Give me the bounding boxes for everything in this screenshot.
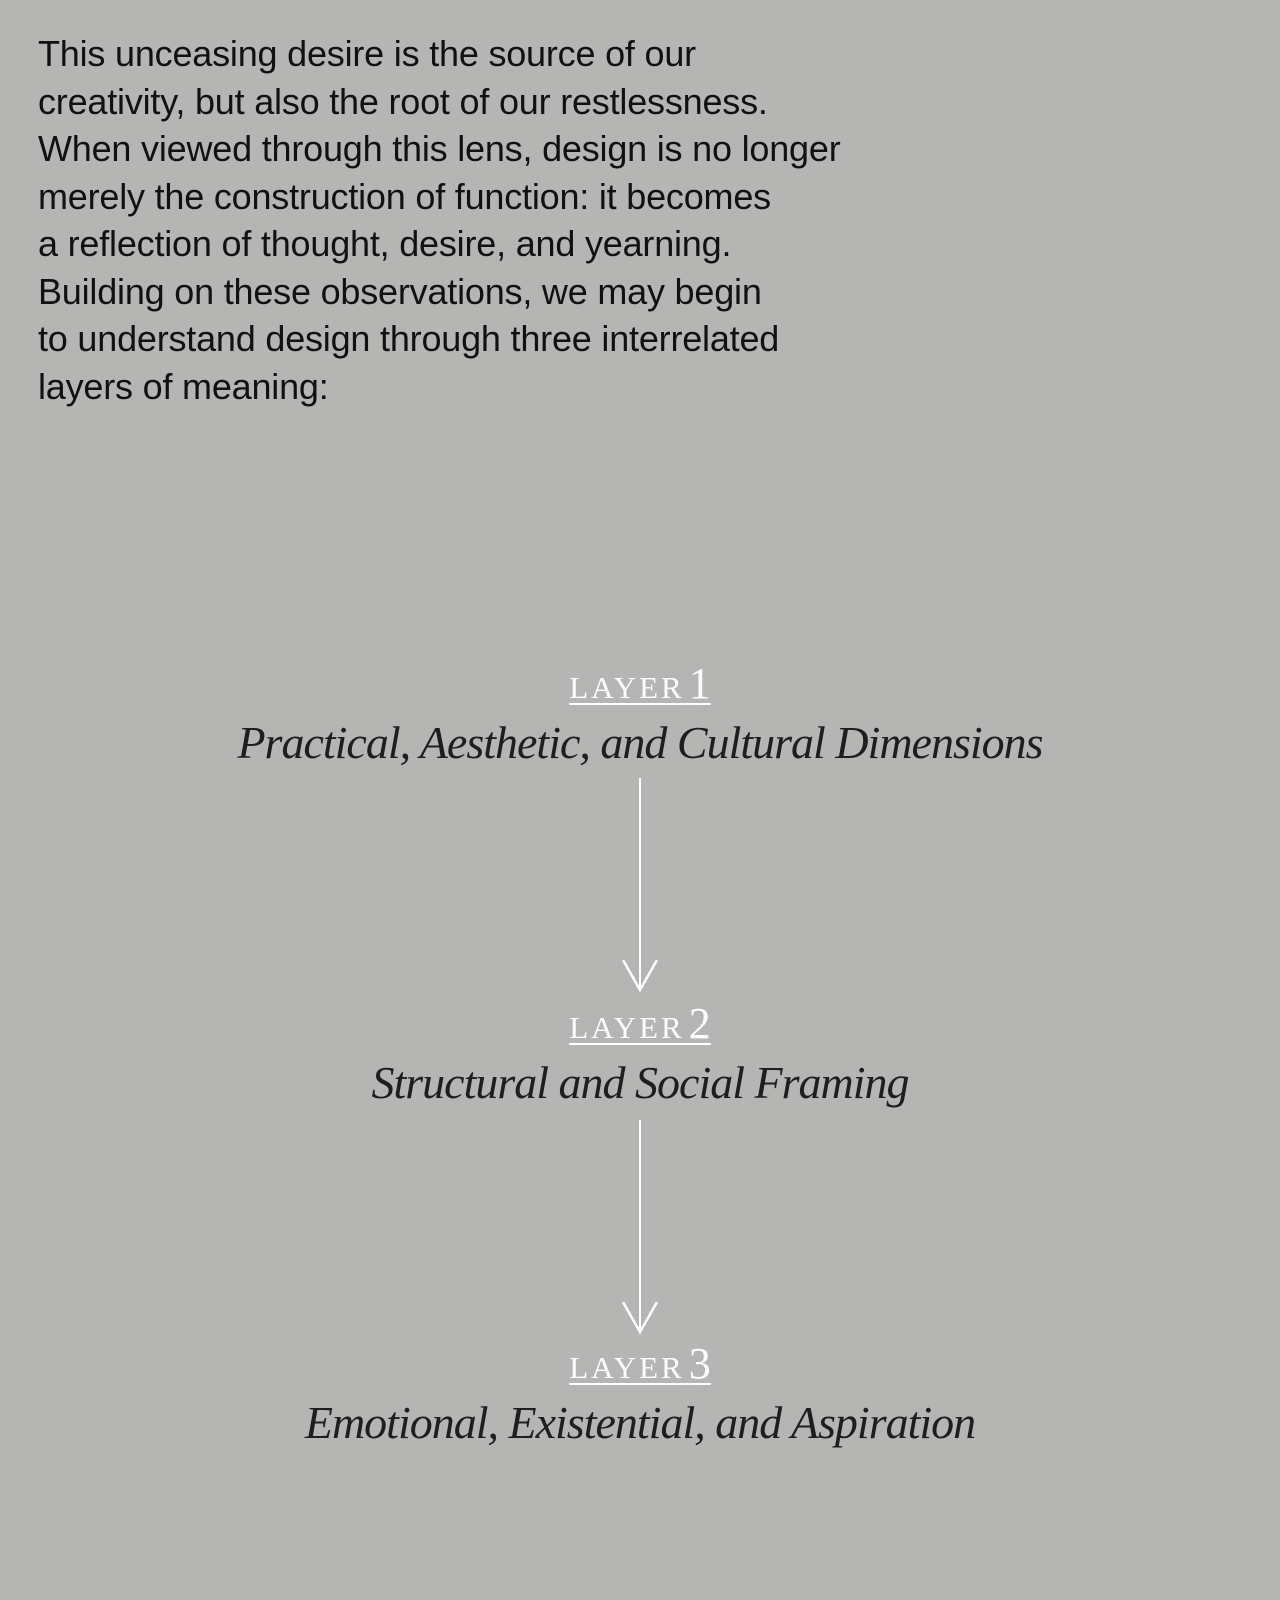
layer-2-title: Structural and Social Framing	[371, 1057, 909, 1108]
layer-2-label	[569, 999, 711, 1048]
layer-label-word: layer	[569, 1339, 685, 1388]
intro-line: This unceasing desire is the source of our	[38, 33, 696, 74]
layer-3-title: Emotional, Existential, and Aspiration	[304, 1397, 976, 1448]
layer-number: 3	[688, 1339, 711, 1388]
layer-1-title: Practical, Aesthetic, and Cultural Dimensions	[237, 717, 1043, 768]
intro-paragraph	[38, 30, 938, 410]
arrow-down-icon	[610, 778, 670, 999]
intro-line: layers of meaning:	[38, 365, 329, 407]
layer-number: 1	[688, 659, 711, 708]
arrow-down-icon-graphic	[610, 778, 670, 994]
intro-line: creativity, but also the root of our restlessness.	[38, 80, 768, 122]
intro-line: a reflection of thought, desire, and yearning.	[38, 223, 732, 264]
layer-label-word: layer	[569, 659, 685, 708]
layer-1-label	[569, 659, 711, 708]
layer-2-block	[0, 999, 1280, 1108]
layer-number: 2	[688, 999, 711, 1048]
layer-label-word: layer	[569, 999, 685, 1048]
layer-3-block	[0, 1339, 1280, 1448]
intro-line: to understand design through three interrelated	[38, 318, 780, 359]
intro-line: Building on these observations, we may begin	[38, 270, 762, 312]
intro-line: When viewed through this lens, design is no longer	[38, 128, 841, 169]
intro-line: merely the construction of function: it becomes	[38, 175, 771, 217]
layer-3-label	[569, 1339, 711, 1388]
arrow-down-icon-graphic	[610, 1120, 670, 1336]
layer-1-block	[0, 659, 1280, 768]
arrow-down-icon	[610, 1120, 670, 1341]
